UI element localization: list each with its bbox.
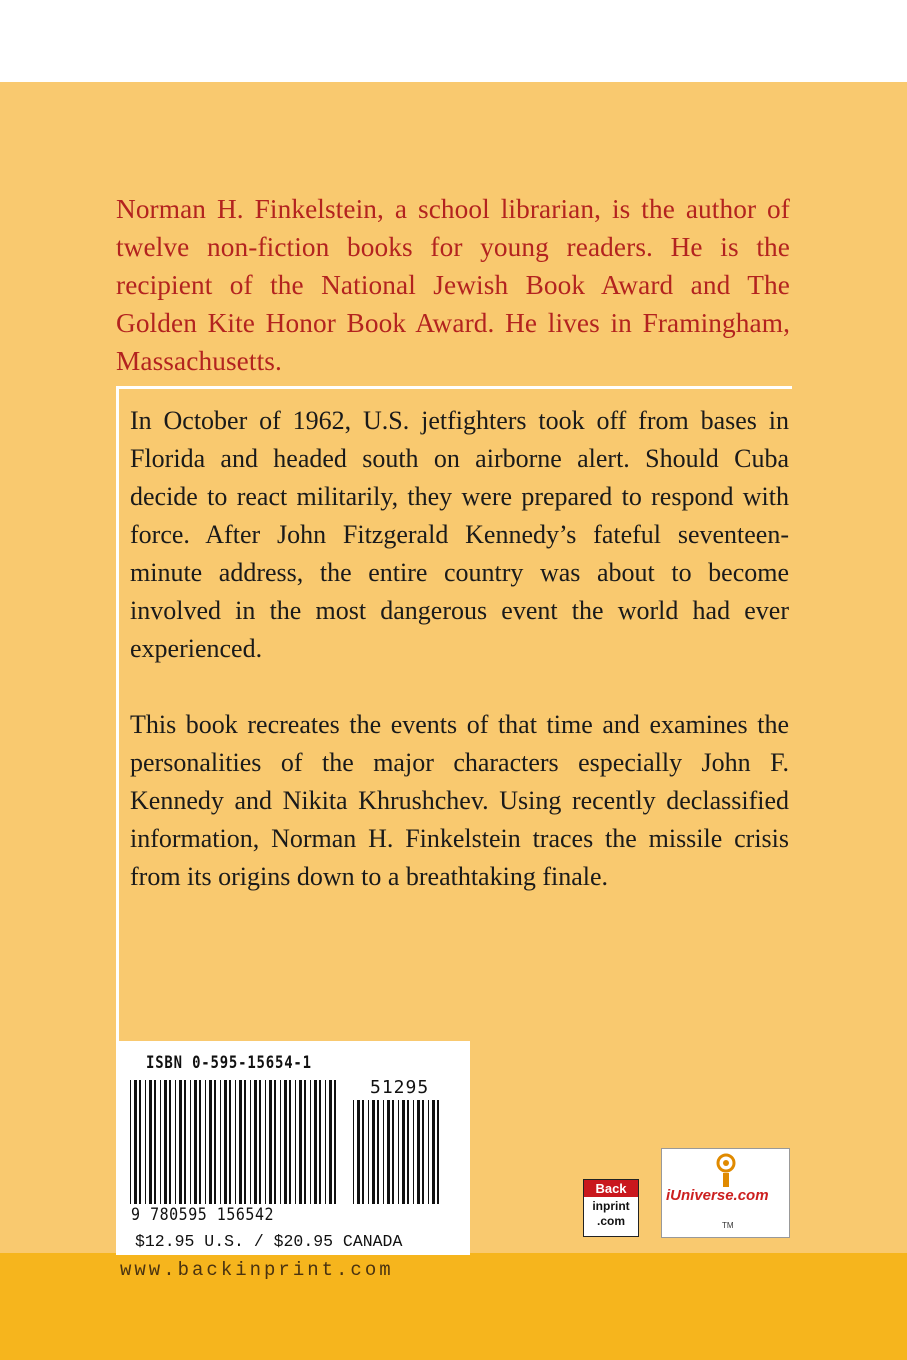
backinprint-logo-com: .com: [596, 1214, 625, 1228]
barcode-bar: [190, 1080, 191, 1204]
barcode-bar: [437, 1100, 439, 1204]
barcode-bars: [130, 1080, 345, 1204]
barcode-bar: [392, 1100, 394, 1204]
barcode-bar: [299, 1080, 302, 1204]
barcode-bar: [329, 1080, 332, 1204]
barcode-bar: [184, 1080, 186, 1204]
barcode-bar: [280, 1080, 281, 1204]
barcode-bar: [199, 1080, 201, 1204]
barcode-bar: [368, 1100, 369, 1204]
barcode-bar: [209, 1080, 212, 1204]
backinprint-logo: [583, 1179, 639, 1237]
barcode-bar: [164, 1080, 167, 1204]
barcode-bar: [334, 1080, 336, 1204]
barcode-bar: [274, 1080, 276, 1204]
iuniverse-logo-text: iUniverse.com: [666, 1187, 769, 1204]
barcode-bar: [398, 1100, 399, 1204]
frame-divider-top: [116, 386, 792, 389]
barcode-bar: [402, 1100, 405, 1204]
barcode-addon-bars: [353, 1100, 448, 1204]
barcode-bar: [413, 1100, 414, 1204]
barcode-bar: [362, 1100, 364, 1204]
barcode-bar: [428, 1100, 429, 1204]
website-url: www.backinprint.com: [120, 1259, 394, 1281]
barcode-bar: [205, 1080, 206, 1204]
barcode-bar: [417, 1100, 420, 1204]
barcode-bar: [139, 1080, 141, 1204]
barcode-bar: [130, 1080, 131, 1204]
iuniverse-swirl-icon: [714, 1153, 738, 1187]
barcode-bar: [314, 1080, 317, 1204]
barcode-bar: [432, 1100, 435, 1204]
barcode-bar: [289, 1080, 291, 1204]
barcode-bar: [377, 1100, 379, 1204]
book-description: [130, 402, 789, 896]
barcode-bar: [254, 1080, 257, 1204]
barcode-bar: [372, 1100, 375, 1204]
barcode-bar: [224, 1080, 227, 1204]
barcode-bar: [304, 1080, 306, 1204]
barcode-bar: [179, 1080, 182, 1204]
barcode-bar: [357, 1100, 360, 1204]
backinprint-logo-inprint: inprint: [592, 1199, 630, 1213]
barcode-addon-digits: 51295: [370, 1077, 430, 1098]
barcode-bar: [214, 1080, 216, 1204]
barcode-ean-digits: 9 780595 156542: [131, 1205, 275, 1225]
barcode-bar: [220, 1080, 221, 1204]
barcode-bar: [387, 1100, 390, 1204]
iuniverse-logo: [661, 1148, 790, 1238]
description-paragraph-1: In October of 1962, U.S. jetfighters took off from bases in Florida and headed south on airborne alert. Should Cuba decide to react militarily, they were prepared to respond with force. After John Fitzgerald Kennedy’s fateful seventeen-minute address, the entire country was about to become involved in the most dangerous event the world had ever experienced.: [130, 406, 789, 663]
description-paragraph-2: This book recreates the events of that time and examines the personalities of the major characters especially John F. Kennedy and Nikita Khrushchev. Using recently declassified information, Norman H. Finkelstein traces the missile crisis from its origins down to a breathtaking finale.: [130, 710, 789, 891]
barcode-bar: [310, 1080, 311, 1204]
barcode-bar: [175, 1080, 176, 1204]
barcode-bar: [145, 1080, 146, 1204]
barcode-bar: [169, 1080, 171, 1204]
backinprint-logo-back: Back: [584, 1180, 638, 1197]
barcode-bar: [239, 1080, 242, 1204]
barcode-bar: [244, 1080, 246, 1204]
barcode-bar: [295, 1080, 296, 1204]
barcode-bar: [284, 1080, 287, 1204]
barcode-bar: [154, 1080, 156, 1204]
barcode-bar: [422, 1100, 424, 1204]
iuniverse-trademark: TM: [722, 1221, 734, 1230]
barcode-bar: [319, 1080, 321, 1204]
barcode-bar: [325, 1080, 326, 1204]
frame-divider-left: [116, 386, 119, 1041]
price: $12.95 U.S. / $20.95 CANADA: [135, 1232, 403, 1251]
barcode-bar: [259, 1080, 261, 1204]
barcode-bar: [269, 1080, 272, 1204]
barcode-bar: [134, 1080, 137, 1204]
barcode-bar: [250, 1080, 251, 1204]
barcode-bar: [229, 1080, 231, 1204]
barcode-bar: [149, 1080, 152, 1204]
isbn-label: ISBN 0-595-15654-1: [146, 1053, 312, 1073]
barcode-bar: [265, 1080, 266, 1204]
barcode-bar: [235, 1080, 236, 1204]
barcode-bar: [194, 1080, 197, 1204]
barcode-bar: [353, 1100, 354, 1204]
barcode-bar: [383, 1100, 384, 1204]
barcode-bar: [160, 1080, 161, 1204]
author-bio: Norman H. Finkelstein, a school librarian, is the author of twelve non-fiction books for young readers. He is the recipient of the National Jewish Book Award and The Golden Kite Honor Book Award. He lives in Framingham, Massachusetts.: [116, 194, 790, 376]
barcode-bar: [407, 1100, 409, 1204]
